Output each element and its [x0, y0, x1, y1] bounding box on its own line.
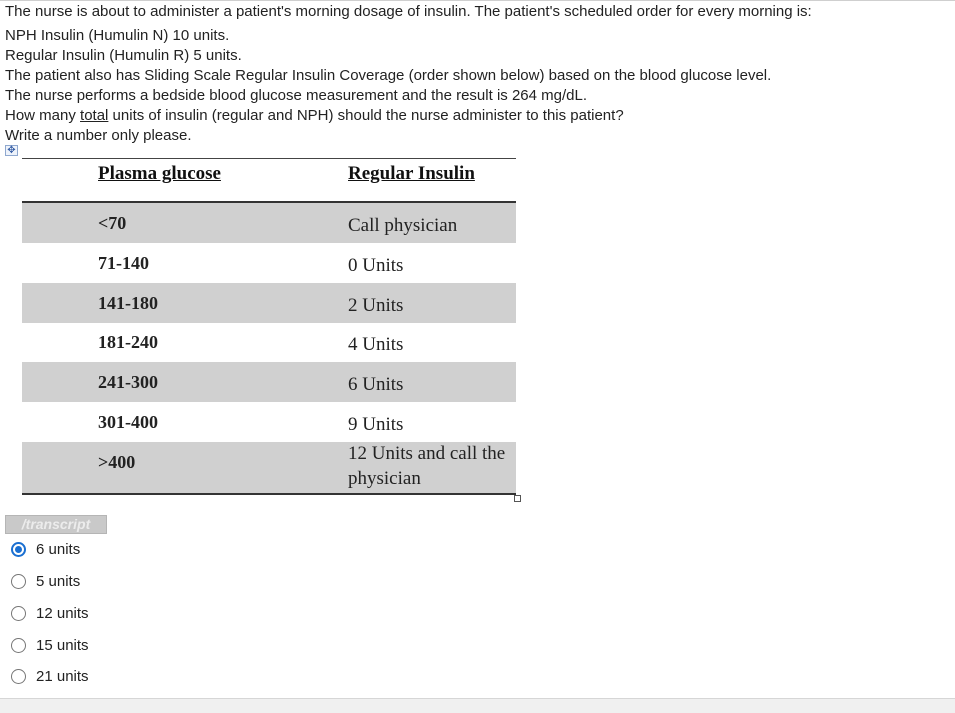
- ask-underlined: total: [80, 107, 109, 124]
- glucose-cell: 241-300: [98, 372, 158, 392]
- table-bottom-border: [22, 493, 516, 495]
- answer-option[interactable]: [11, 602, 89, 624]
- radio-button[interactable]: [11, 638, 26, 653]
- bottom-scroll-bar: [0, 698, 955, 713]
- answer-option[interactable]: [11, 634, 89, 656]
- table-row: [22, 203, 516, 243]
- top-divider: [0, 0, 955, 1]
- glucose-cell: 301-400: [98, 412, 158, 432]
- answer-option[interactable]: [11, 665, 89, 687]
- insulin-cell: 12 Units and call the physician: [348, 443, 506, 489]
- ask-prefix: How many: [5, 107, 81, 124]
- radio-button[interactable]: [11, 574, 26, 589]
- table-row: [22, 402, 516, 442]
- header-regular-insulin: Regular Insulin: [348, 163, 475, 184]
- insulin-cell: 2 Units: [348, 295, 404, 316]
- question-ask: [5, 106, 950, 126]
- glucose-cell: <70: [98, 213, 127, 233]
- instruction: Write a number only please.: [5, 127, 192, 144]
- order-regular: Regular Insulin (Humulin R) 5 units.: [5, 47, 242, 64]
- glucose-cell: 141-180: [98, 293, 158, 313]
- glucose-cell: 71-140: [98, 253, 149, 273]
- question-intro: The nurse is about to administer a patient's morning dosage of insulin. The patient's scheduled order for every morning is:: [5, 3, 812, 20]
- glucose-measurement: The nurse performs a bedside blood glucose measurement and the result is 264 mg/dL.: [5, 87, 587, 104]
- radio-button[interactable]: [11, 669, 26, 684]
- option-label[interactable]: 12 units: [36, 604, 89, 622]
- table-resize-handle[interactable]: [514, 495, 521, 502]
- table-row: [22, 283, 516, 323]
- table-row: [22, 442, 516, 493]
- table-top-border: [22, 158, 516, 159]
- question-text: [5, 3, 950, 146]
- insulin-cell: 6 Units: [348, 374, 404, 395]
- sliding-scale-note: The patient also has Sliding Scale Regular Insulin Coverage (order shown below) based on the blood glucose level.: [5, 67, 772, 84]
- option-label[interactable]: 6 units: [36, 540, 81, 558]
- insulin-cell: 9 Units: [348, 414, 404, 435]
- table-row: [22, 322, 516, 362]
- table-move-icon[interactable]: ✥: [5, 145, 18, 156]
- table-row: [22, 362, 516, 402]
- header-plasma-glucose: Plasma glucose: [98, 163, 221, 184]
- insulin-cell: Call physician: [348, 215, 458, 236]
- radio-button[interactable]: [11, 542, 26, 557]
- option-label[interactable]: 21 units: [36, 667, 89, 685]
- answer-option[interactable]: [11, 538, 80, 560]
- ask-suffix: units of insulin (regular and NPH) should the nurse administer to this patient?: [108, 107, 624, 124]
- option-label[interactable]: 5 units: [36, 572, 81, 590]
- option-label[interactable]: 15 units: [36, 636, 89, 654]
- table-row: [22, 243, 516, 283]
- glucose-cell: >400: [98, 452, 136, 472]
- order-nph: NPH Insulin (Humulin N) 10 units.: [5, 27, 230, 44]
- insulin-cell: 0 Units: [348, 255, 404, 276]
- radio-button[interactable]: [11, 606, 26, 621]
- transcript-button[interactable]: /transcript: [5, 515, 107, 534]
- glucose-cell: 181-240: [98, 332, 158, 352]
- answer-option[interactable]: [11, 570, 80, 592]
- insulin-cell: 4 Units: [348, 334, 404, 355]
